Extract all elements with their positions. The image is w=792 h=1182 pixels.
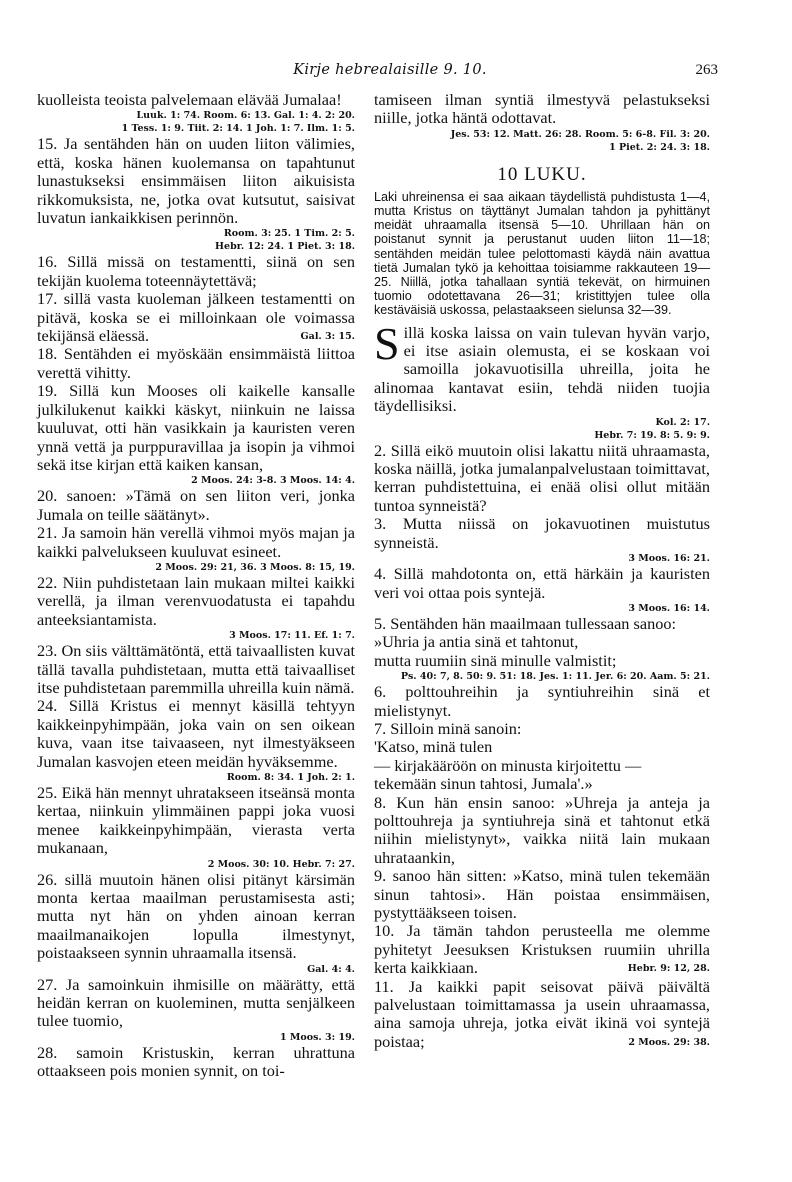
quote-line: — kirjakääröön on minusta kirjoitettu — [374,755,642,775]
verse: 17. sillä vasta kuoleman jälkeen testamentti on pitävä, koska se ei milloinkaan ole voimassa tekijänsä eläessä. Gal. 3: 15. [37,289,355,346]
verse: 21. Ja samoin hän verellä vihmoi myös majan ja kaikki palvelukseen kuuluvat esineet. 2 Moos. 29: 21, 36. 3 Moos. 8: 15, 19. [37,523,355,573]
verse: 26. sillä muutoin hänen olisi pitänyt kärsimän monta kertaa maailman perustamisesta asti; mutta nyt hän on yhden ainoan kerran maailmanaikojen lopulla ilmestynyt, poistaakseen synnin uhraamalla itsensä. Gal. 4: 4. [37,869,355,975]
verse: Sillä koska laissa on vain tulevan hyvän varjo, ei itse asiain olemusta, ei se koskaan voi samoilla jokavuotisilla uhreilla, joita he alinomaa kantavat esiin, tehdä niiden tuojia täydellisiksi. Kol. 2: 17. Hebr. 7: 19. 8: 5. 9: 9. [374,317,710,441]
verse: 8. Kun hän ensin sanoo: »Uhreja ja anteja ja polttouhreja ja syntiuhreja sinä et tahtonut etkä niihin mielistynyt», vaikka niitä lain mukaan uhrataankin, [374,792,710,867]
drop-cap: S [374,317,400,369]
cross-reference: Ps. 40: 7, 8. 50: 9. 51: 18. Jes. 1: 11. Jer. 6: 20. Aam. 5: 21. [400,671,710,683]
cross-reference: Room. 8: 34. 1 Joh. 2: 1. [226,772,355,783]
right-column [374,91,710,1051]
running-header: Kirje hebrealaisille 9. 10. [293,62,487,78]
verse: 10. Ja tämän tahdon perusteella me olemme pyhitetyt Jeesuksen Kristuksen ruumiin uhrilla kerta kaikkiaan. Hebr. 9: 12, 28. [374,921,710,978]
cross-reference: Kol. 2: 17. [655,416,710,428]
quote [374,633,710,683]
cross-reference: 1 Tess. 1: 9. Tiit. 2: 14. 1 Joh. 1: 7. Ilm. 1: 5. [121,123,355,135]
cross-reference: 3 Moos. 17: 11. Ef. 1: 7. [229,630,355,642]
cross-reference: 2 Moos. 30: 10. Hebr. 7: 27. [207,858,355,870]
quote [374,738,710,793]
cross-reference: Hebr. 12: 24. 1 Piet. 3: 18. [215,241,355,253]
cross-reference: Gal. 3: 15. [300,331,355,343]
verse: 24. Sillä Kristus ei mennyt käsillä tehtyyn kaikkeinpyhimpään, joka vain on sen oikean kuva, vaan itse taivaaseen, nyt ilmestyäkseen Jumalan kasvojen eteen meidän hyväksemme. Room. 8: 34. 1 Joh. 2: 1. [37,696,355,783]
verse: tamiseen ilman syntiä ilmestyvä pelastukseksi niille, jotka häntä odottavat. Jes. 53: 12. Matt. 26: 28. Room. 5: 6-8. Fil. 3: 20. 1 Piet. 2: 24. 3: 18. [374,90,710,153]
verse: 28. samoin Kristuskin, kerran uhrattuna ottaakseen pois monien synnit, on toi- [37,1042,355,1081]
quote-line: mutta ruumiin sinä minulle valmistit; [374,650,617,670]
cross-reference: Room. 3: 25. 1 Tim. 2: 5. [223,228,355,240]
verse: 3. Mutta niissä on jokavuotinen muistutus synneistä. 3 Moos. 16: 21. [374,514,710,565]
left-column [37,91,355,1081]
cross-reference: 1 Moos. 3: 19. [279,1031,355,1043]
verse: 19. Sillä kun Mooses oli kaikelle kansalle julkilukenut kaikki käskyt, niinkuin ne laissa kuuluvat, otti hän vasikkain ja kauristen veren ynnä vettä ja purppuravillaa ja isopin ja vihmoi sekä itse kirjan että kaiken kansan, 2 Moos. 24: 3-8. 3 Moos. 14: 4. [37,381,355,487]
cross-reference: 3 Moos. 16: 21. [628,553,710,565]
verse: 9. sanoo hän sitten: »Katso, minä tulen tekemään sinun tahtosi». Hän poistaa ensimmäisen, pystyttääkseen toisen. [374,866,710,923]
cross-reference: 1 Piet. 2: 24. 3: 18. [609,141,710,153]
cross-reference: Hebr. 7: 19. 8: 5. 9: 9. [594,429,710,441]
cross-reference: 2 Moos. 24: 3-8. 3 Moos. 14: 4. [191,475,355,487]
verse: 11. Ja kaikki papit seisovat päivä päivältä palvelustaan toimittamassa ja usein uhraamassa, aina samoja uhreja, jotka eivät ikinä voi syntejä poistaa; 2 Moos. 29: 38. [374,976,710,1051]
verse: 7. Silloin minä sanoin: [374,718,522,738]
cross-reference: Jes. 53: 12. Matt. 26: 28. Room. 5: 6-8. Fil. 3: 20. [450,128,710,140]
quote-line: 'Katso, minä tulen [374,737,493,757]
verse: 15. Ja sentähden hän on uuden liiton välimies, että, koska hänen kuolemansa on tapahtunut lunastukseksi ensimmäisen liiton aikuisista rikkomuksista, ne, jotka ovat kutsutut, saisivat luvatun iankaikkisen perinnön. Room. 3: 25. 1 Tim. 2: 5. Hebr. 12: 24. 1 Piet. 3: 18. [37,134,355,253]
quote-line: tekemään sinun tahtosi, Jumala'.» [374,774,593,794]
cross-reference: Hebr. 9: 12, 28. [627,963,710,975]
verse: 5. Sentähden hän maailmaan tullessaan sanoo: [374,613,677,633]
verse: 25. Eikä hän mennyt uhratakseen itseänsä monta kertaa, niinkuin ylimmäinen pappi joka vuosi menee kaikkeinpyhimpään, vierasta verta mukanaan, 2 Moos. 30: 10. Hebr. 7: 27. [37,783,355,870]
chapter-heading: 10 LUKU. [497,163,587,185]
cross-reference: Gal. 4: 4. [307,963,355,975]
verse: 27. Ja samoinkuin ihmisille on määrätty, että heidän kerran on kuoleminen, mutta senjälkeen tulee tuomio, 1 Moos. 3: 19. [37,974,355,1043]
verse: 22. Niin puhdistetaan lain mukaan miltei kaikki verellä, ja ilman verenvuodatusta ei tapahdu anteeksiantamista. 3 Moos. 17: 11. Ef. 1: 7. [37,572,355,642]
cross-reference: Luuk. 1: 74. Room. 6: 13. Gal. 1: 4. 2: 20. [136,110,355,122]
cross-reference: 2 Moos. 29: 38. [628,1036,710,1048]
quote-line: »Uhria ja antia sinä et tahtonut, [374,632,579,652]
verse: 6. polttouhreihin ja syntiuhreihin sinä et mielistynyt. [374,682,710,720]
verse: 18. Sentähden ei myöskään ensimmäistä liittoa verettä vihitty. [37,344,355,382]
cross-reference: 2 Moos. 29: 21, 36. 3 Moos. 8: 15, 19. [155,561,355,573]
page-number: 263 [695,62,718,78]
verse: 23. On siis välttämätöntä, että taivaallisten kuvat tällä tavalla puhdistetaan, mutta että taivaalliset itse puhdistetaan paremmilla uhreilla kuin nämä. [37,641,355,697]
chapter-summary: Laki uhreinensa ei saa aikaan täydellistä puhdistusta 1—4, mutta Kristus on täyttänyt Jumalan tahdon ja pyhittänyt meidät uhraamalla itsensä 5—10. Uhrillaan hän on poistanut synnit ja perustanut uuden liiton 11—18; sentähden meidän tulee pelottomasti käydä näin avattua tietä Jumalan tykö ja kehoittaa toisiamme rakkauteen 19—25. Niillä, jotka tahallaan syntiä tekevät, on hirmuinen tuomio odotettavana 26—31; kristittyjen tulee olla kestäväisiä uskossa, pelastaakseen sielunsa 32—39. [374,189,710,318]
cross-reference: 3 Moos. 16: 14. [628,602,710,614]
verse: 20. sanoen: »Tämä on sen liiton veri, jonka Jumala on teille säätänyt». [37,486,355,524]
verse: 16. Sillä missä on testamentti, siinä on sen tekijän kuolema toteennäytettävä; [37,252,355,290]
verse: 4. Sillä mahdotonta on, että härkäin ja kauristen veri voi ottaa pois syntejä. 3 Moos. 16: 14. [374,564,710,614]
verse: 2. Sillä eikö muutoin olisi lakattu niitä uhraamasta, koska näillä, jotka jumalanpalvelustaan toimittavat, kerran puhdistettuina, ei enää olisi ollut mitään tuntoa synneistä? [374,440,710,515]
verse: kuolleista teoista palvelemaan elävää Jumalaa! Luuk. 1: 74. Room. 6: 13. Gal. 1: 4. 2: 20. 1 Tess. 1: 9. Tiit. 2: 14. 1 Joh. 1: 7. Ilm. 1: 5. [37,90,355,135]
